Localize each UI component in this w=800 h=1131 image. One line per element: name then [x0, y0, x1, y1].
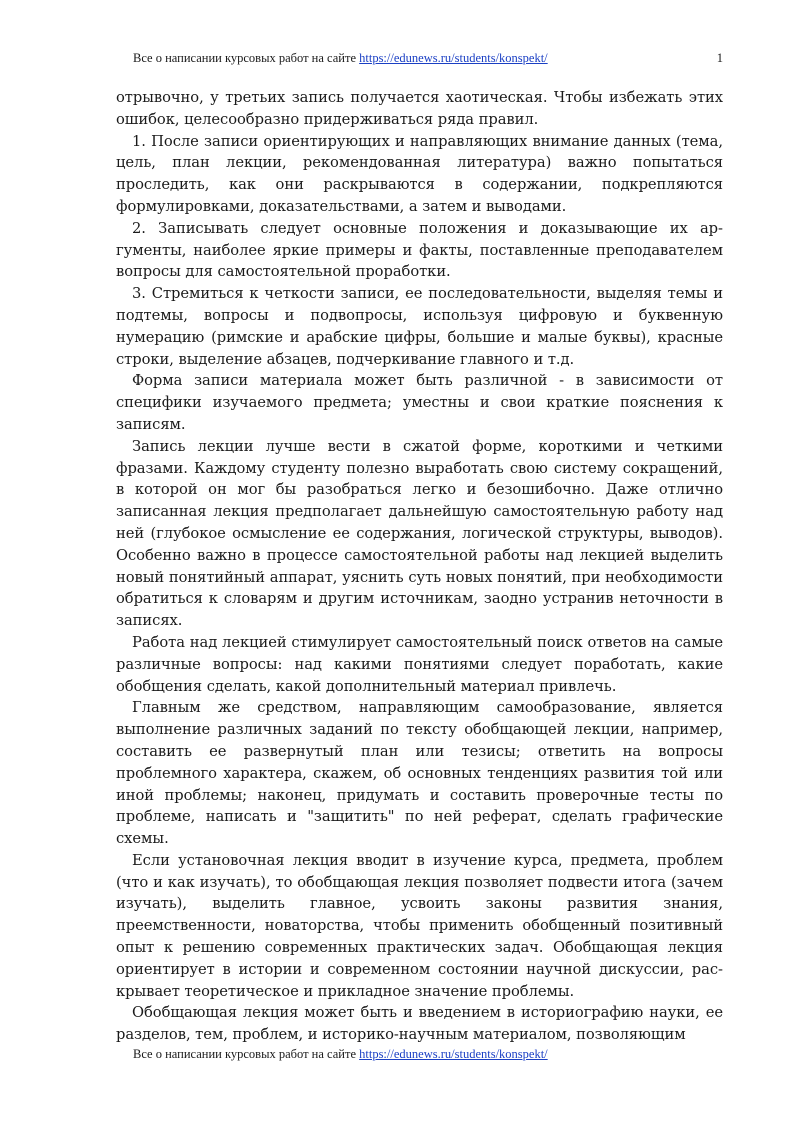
- paragraph-rule-2: 2. Записывать следует основные положения и доказывающие их аргументы, наиболее яркие примеры и факты, поставленные преподавателем вопросы для самостоятельной проработки.: [116, 219, 723, 281]
- footer-text: Все о написании курсовых работ на сайте: [133, 1047, 356, 1061]
- header-text: Все о написании курсовых работ на сайте: [133, 51, 356, 65]
- document-body: [116, 87, 723, 1046]
- header-link[interactable]: https://edunews.ru/students/konspekt/: [359, 51, 548, 65]
- paragraph-main-means: Главным же средством, направляющим самообразование, является выполнение различных заданий по тексту обобщающей лекции, например, составить ее развернутый план или тезисы; ответить на вопросы проблемного характера, скажем, об основных тенденциях развития той или иной проблемы; наконец, придумать и составить проверочные тесты по проблеме, написать и "защитить" по ней реферат, сделать графические схемы.: [116, 699, 723, 848]
- paragraph-rule-3: 3. Стремиться к четкости записи, ее последовательности, выделяя темы и подтемы, вопросы и подвопросы, используя цифровую и буквенную нумерацию (римские и арабские цифры, большие и малые буквы), красные строки, выделение абзацев, подчеркивание главного и т.д.: [116, 285, 723, 368]
- paragraph-rule-1: 1. После записи ориентирующих и направляющих внимание данных (тема, цель, план лекции, рекомендованная литература) важно попытаться проследить, как они раскрываются в содержании, подкрепляются формулировками, доказательствами, а затем и выводами.: [116, 132, 723, 215]
- page-footer: [133, 1046, 723, 1062]
- paragraph-compressed-notes: Запись лекции лучше вести в сжатой форме, короткими и четкими фразами. Каждому студенту полезно выработать свою систему сокращений, в которой он мог бы разобраться легко и безошибочно. Даже отлично записанная лекция предполагает дальнейшую самостоятельную работу над ней (глубокое осмысление ее содержания, логической структуры, выводов). Особенно важно в процессе самостоятельной работы над лекцией выделить новый понятийный аппарат, уяснить суть новых понятий, при необходимости обратиться к словарям и другим источникам, заодно устранив неточности в записях.: [116, 437, 723, 630]
- page-number: 1: [716, 51, 723, 65]
- paragraph-summary-lecture: Обобщающая лекция может быть и введением в историографию науки, ее разделов, тем, проблем, и историко-научным материалом, позволяющим: [116, 1004, 723, 1044]
- paragraph-lecture-work: Работа над лекцией стимулирует самостоятельный поиск ответов на самые различные вопросы: над какими понятиями следует поработать, какие обобщения сделать, какой дополнительный материал привлечь.: [116, 633, 723, 695]
- paragraph-continuation: отрывочно, у третьих запись получается хаотическая. Чтобы избежать этих ошибок, целесообразно придерживаться ряда правил.: [116, 89, 723, 128]
- page-header: [133, 50, 723, 66]
- footer-link[interactable]: https://edunews.ru/students/konspekt/: [359, 1047, 548, 1061]
- paragraph-form-of-notes: Форма записи материала может быть различной - в зависимости от специфики изучаемого предмета; уместны и свои краткие пояснения к записям.: [116, 372, 723, 433]
- paragraph-introductory-lecture: Если установочная лекция вводит в изучение курса, предмета, проблем (что и как изучать), то обобщающая лекция позволяет подвести итога (зачем изучать), выделить главное, усвоить законы развития знания, преемственности, новаторства, чтобы применить обобщенный позитивный опыт к решению современных практических задач. Обобщающая лекция ориентирует в истории и современном состоянии научной дискуссии, раскрывает теоретическое и прикладное значение проблемы.: [116, 851, 723, 1000]
